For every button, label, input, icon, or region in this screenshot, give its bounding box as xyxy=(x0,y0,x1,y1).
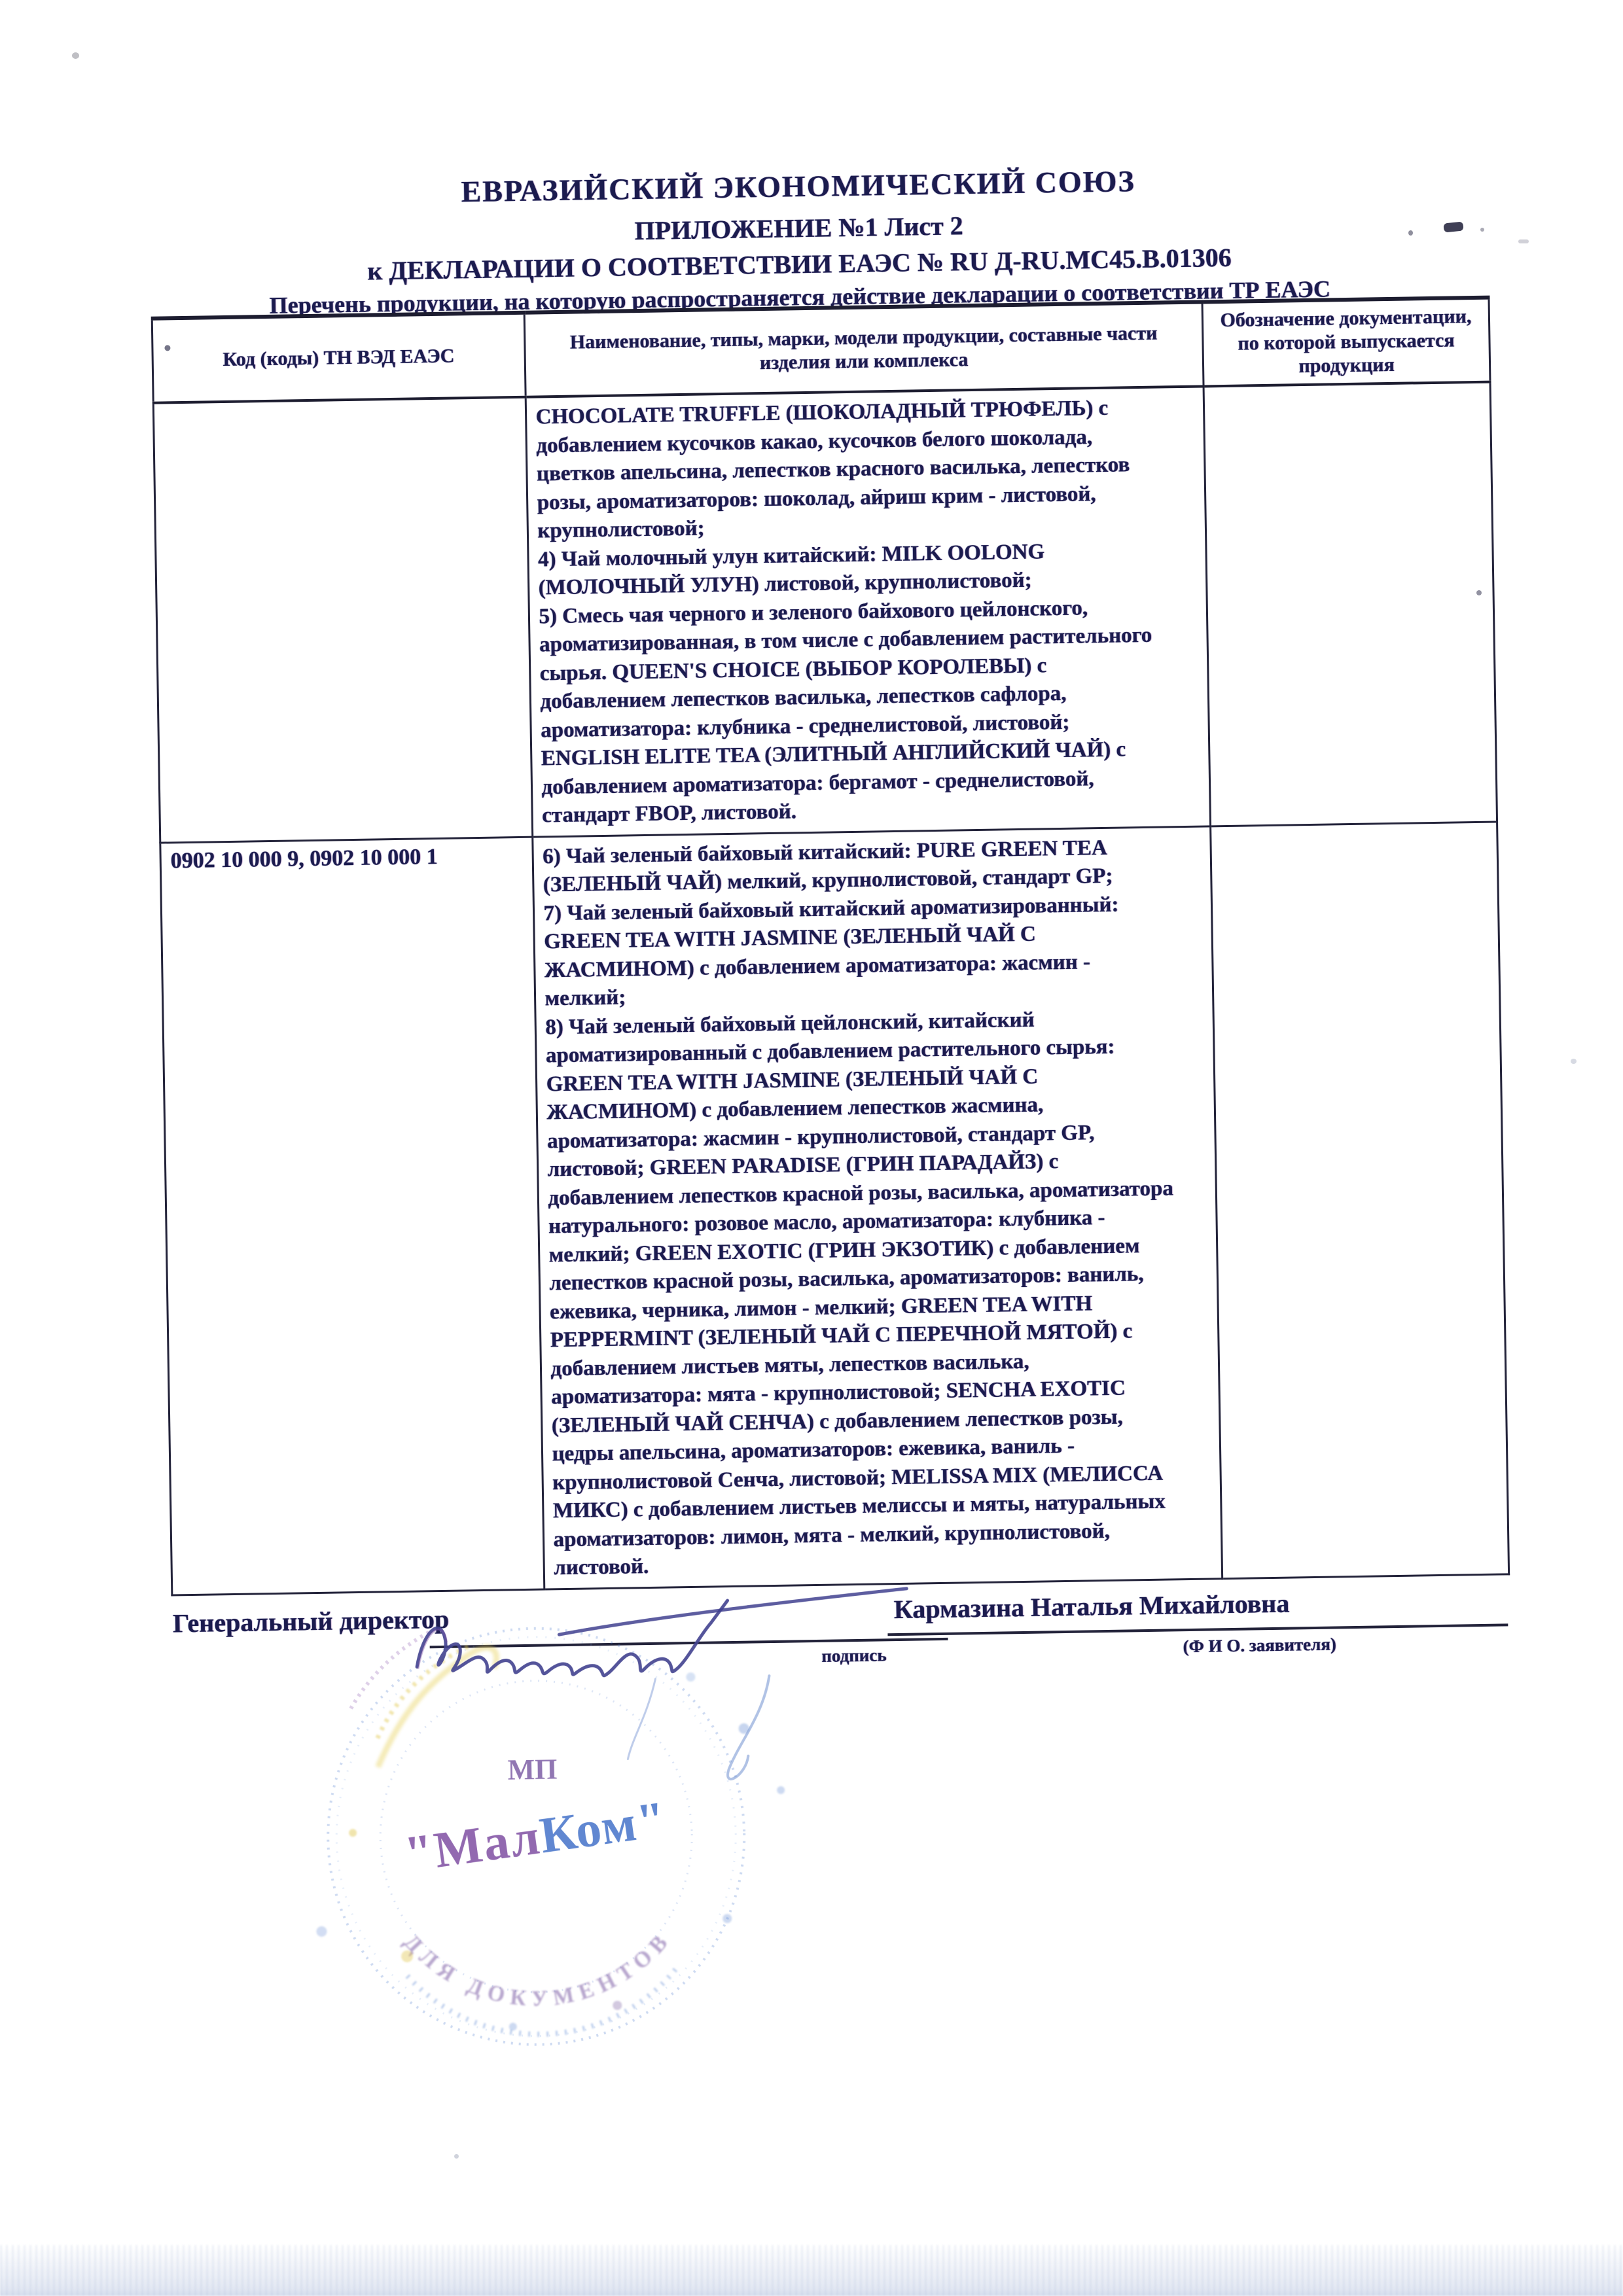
svg-text:"МалКом" xyxy=(401,1790,670,1883)
ink-dot-artifact xyxy=(1571,1059,1577,1064)
declaration-number-line: к ДЕКЛАРАЦИИ О СООТВЕТСТВИИ ЕАЭС № RU Д-RU.МС45.В.01306 xyxy=(367,242,1232,286)
applicant-name: Кармазина Наталья Михайловна xyxy=(893,1588,1290,1625)
products-table xyxy=(151,296,1510,1596)
ink-dot-artifact xyxy=(1476,590,1482,595)
documentation-cell xyxy=(1204,382,1497,826)
description-cell: 6) Чай зеленый байховый китайский: PURE GREEN TEA (ЗЕЛЕНЫЙ ЧАЙ) мелкий, крупнолистовой, стандарт GP; 7) Чай зеленый байховый китайский ароматизированный: GREEN TEA WITH JASMINE (ЗЕЛЕНЫЙ ЧАЙ С ЖАСМИНОМ) с добавлением ароматизатора: жасмин - мелкий; 8) Чай зеленый байховый цейлонский, китайский ароматизированный с добавлением растительного сырья: GREEN TEA WITH JASMINE (ЗЕЛЕНЫЙ ЧАЙ С ЖАСМИНОМ) с добавлением лепестков жасмина, ароматизатора: жасмин - крупнолистовой, стандарт GP, листовой; GREEN PARADISE (ГРИН ПАРАДАЙЗ) с добавлением лепестков красной розы, василька, ароматизатора натурального: розовое масло, ароматизатора: клубника - мелкий; GREEN EXOTIC (ГРИН ЭКЗОТИК) с добавлением лепестков красной розы, василька, ароматизаторов: ваниль, ежевика, черника, лимон - мелкий; GREEN TEA WITH PEPPERMINT (ЗЕЛЕНЫЙ ЧАЙ С ПЕРЕЧНОЙ МЯТОЙ) с добавлением листьев мяты, лепестков василька, ароматизатора: мята - крупнолистовой; SENCHA EXOTIC (ЗЕЛЕНЫЙ ЧАЙ СЕНЧА) с добавлением лепестков розы, цедры апельсина, ароматизаторов: ежевика, ваниль - крупнолистовой Сенча, листовой; MELISSA MIX (МЕЛИССА МИКС) с добавлением листьев мелиссы и мяты, натуральных ароматизаторов: лимон, мята - мелкий, крупнолистовой, листовой. xyxy=(532,826,1222,1589)
appendix-title: ПРИЛОЖЕНИЕ №1 Лист 2 xyxy=(634,211,964,246)
signature-caption: подпись xyxy=(821,1645,887,1666)
signature-block xyxy=(9,1581,1623,1698)
table-row xyxy=(153,382,1497,843)
description-cell: CHOCOLATE TRUFFLE (ШОКОЛАДНЫЙ ТРЮФЕЛЬ) с добавлением кусочков какао, кусочков белого шоколада, цветков апельсина, лепестков красного василька, лепестков розы, ароматизаторов: шоколад, айриш крим - листовой, крупнолистовой; 4) Чай молочный улун китайский: MILK OOLONG (МОЛОЧНЫЙ УЛУН) листовой, крупнолистовой; 5) Смесь чая черного и зеленого байхового цейлонского, ароматизированная, в том числе с добавлением растительного сырья. QUEEN'S CHOICE (ВЫБОР КОРОЛЕВЫ) с добавлением лепестков василька, лепестков сафлора, ароматизатора: клубника - среднелистовой, листовой; ENGLISH ELITE TEA (ЭЛИТНЫЙ АНГЛИЙСКИЙ ЧАЙ) с добавлением ароматизатора: бергамот - среднелистовой, стандарт FBOP, листовой. xyxy=(526,386,1211,836)
stamp-company-part1: "Мал xyxy=(401,1807,544,1883)
applicant-name-line xyxy=(887,1623,1508,1636)
table-row xyxy=(160,822,1509,1595)
header-cell-documentation: Обозначение документации, по которой выпускается продукция xyxy=(1202,298,1490,387)
ink-dot-artifact xyxy=(164,345,170,351)
scan-dot-artifact xyxy=(72,52,79,59)
applicant-name-caption: (Ф И О. заявителя) xyxy=(1183,1634,1337,1657)
code-cell: 0902 10 000 9, 0902 10 000 1 xyxy=(160,837,544,1595)
svg-text:ДЛЯ ДОКУМЕНТОВ xyxy=(399,1926,677,2013)
ink-dash-artifact xyxy=(1518,239,1529,243)
stamp-speckles xyxy=(312,1671,788,2034)
position-title: Генеральный директор xyxy=(172,1604,450,1638)
header-cell-name: Наименование, типы, марки, модели продукции, составные части изделия или комплекса xyxy=(524,302,1204,397)
documentation-cell xyxy=(1211,822,1509,1579)
code-cell xyxy=(153,397,532,843)
ink-dot-artifact xyxy=(1480,228,1484,232)
ink-dot-artifact xyxy=(1408,230,1413,236)
header-cell-code: Код (коды) ТН ВЭД ЕАЭС xyxy=(152,313,525,403)
stamp-mp-label: МП xyxy=(507,1753,558,1786)
stamp-arc-text: ДЛЯ ДОКУМЕНТОВ xyxy=(399,1926,677,2011)
union-title: ЕВРАЗИЙСКИЙ ЭКОНОМИЧЕСКИЙ СОЮЗ xyxy=(461,164,1136,209)
ink-dot-artifact xyxy=(454,2154,459,2159)
stamp-company-part2: Ком" xyxy=(536,1790,671,1864)
scanner-edge-artifact xyxy=(0,2245,1623,2296)
product-list-title: Перечень продукции, на которую распространяется действие декларации о соответствии ТР ЕАЭС xyxy=(269,275,1331,319)
